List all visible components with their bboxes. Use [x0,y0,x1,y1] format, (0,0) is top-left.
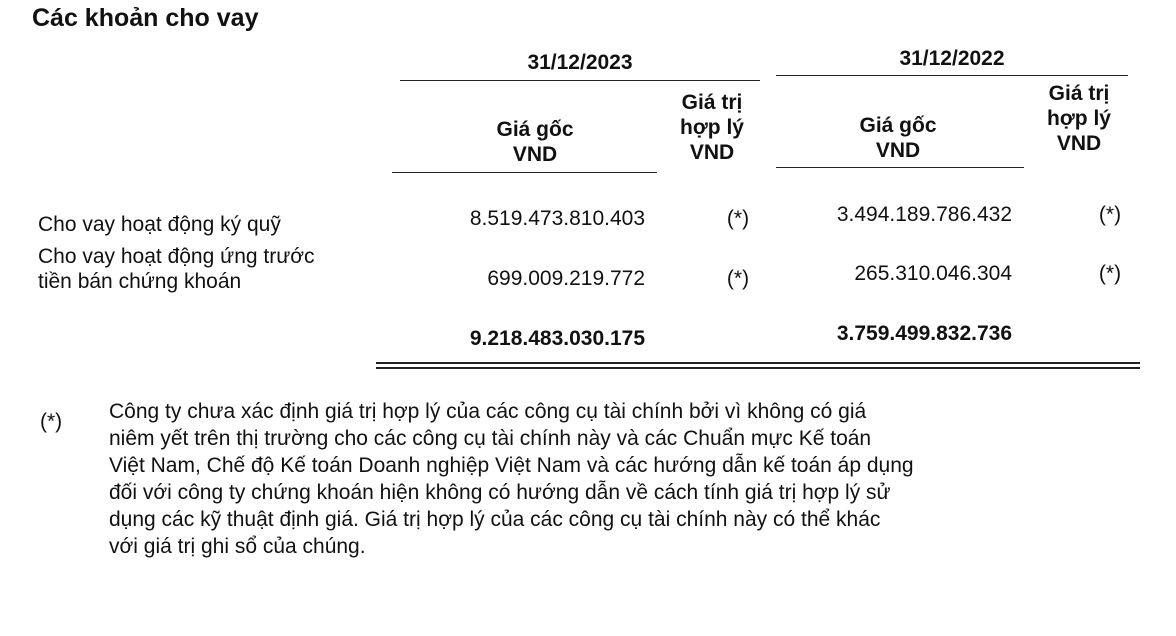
row1-cost-2022: 3.494.189.786.432 [836,203,1012,226]
row1-fv-2023: (*) [726,207,750,230]
row2-cost-2023: 699.009.219.772 [487,267,645,290]
col-fv-unit: VND [689,141,735,164]
row2-fv-2022: (*) [1098,262,1122,285]
col-cost-2022-header [776,113,1020,163]
col-fv-2023-header [664,90,760,165]
row-label-advances [38,244,315,294]
col-cost-unit: VND [512,143,558,166]
col-cost-label: Giá gốc [859,114,937,137]
col-cost-unit: VND [875,139,921,162]
footnote-line: Việt Nam, Chế độ Kế toán Doanh nghiệp Việt Nam và các hướng dẫn kế toán áp dụng [109,454,914,477]
col-cost-2023-header [415,117,655,167]
col-fv-label-2: hợp lý [1047,107,1111,130]
period-2022-rule [776,75,1128,76]
col-fv-label-1: Giá trị [1048,82,1110,105]
col-cost-2023-rule [392,172,657,173]
period-2022-header: 31/12/2022 [899,47,1005,70]
row-label-line-2: tiền bán chứng khoán [38,270,242,293]
row-label-line-1: Cho vay hoạt động ứng trước [38,245,315,268]
footnote-marker: (*) [40,410,63,433]
total-double-rule-top [376,362,1140,364]
footnote-line: Công ty chưa xác định giá trị hợp lý của các công cụ tài chính bởi vì không có giá [109,400,867,423]
total-cost-2023: 9.218.483.030.175 [469,327,645,350]
footnote-text [109,398,1149,560]
col-fv-2022-header [1026,81,1132,156]
row1-fv-2022: (*) [1098,203,1122,226]
row1-cost-2023: 8.519.473.810.403 [469,207,645,230]
footnote-line: dụng các kỹ thuật định giá. Giá trị hợp lý của các công cụ tài chính này có thể khác [109,508,881,531]
col-fv-label-1: Giá trị [681,91,743,114]
col-fv-label-2: hợp lý [680,116,744,139]
col-cost-label: Giá gốc [496,118,574,141]
period-2023-rule [400,80,760,81]
period-2023-header: 31/12/2023 [527,51,633,74]
row-label-margin-loans: Cho vay hoạt động ký quỹ [38,213,281,236]
row2-fv-2023: (*) [726,267,750,290]
col-fv-unit: VND [1056,132,1102,155]
row2-cost-2022: 265.310.046.304 [854,262,1012,285]
footnote-line: với giá trị ghi sổ của chúng. [109,535,366,558]
footnote-line: đối với công ty chứng khoán hiện không có hướng dẫn về cách tính giá trị hợp lý sử [109,481,891,504]
col-cost-2022-rule [776,167,1024,168]
total-cost-2022: 3.759.499.832.736 [836,322,1012,345]
section-title: Các khoản cho vay [32,4,259,32]
total-double-rule-bottom [376,367,1140,369]
footnote-line: niêm yết trên thị trường cho các công cụ tài chính này và các Chuẩn mực Kế toán [109,427,872,450]
